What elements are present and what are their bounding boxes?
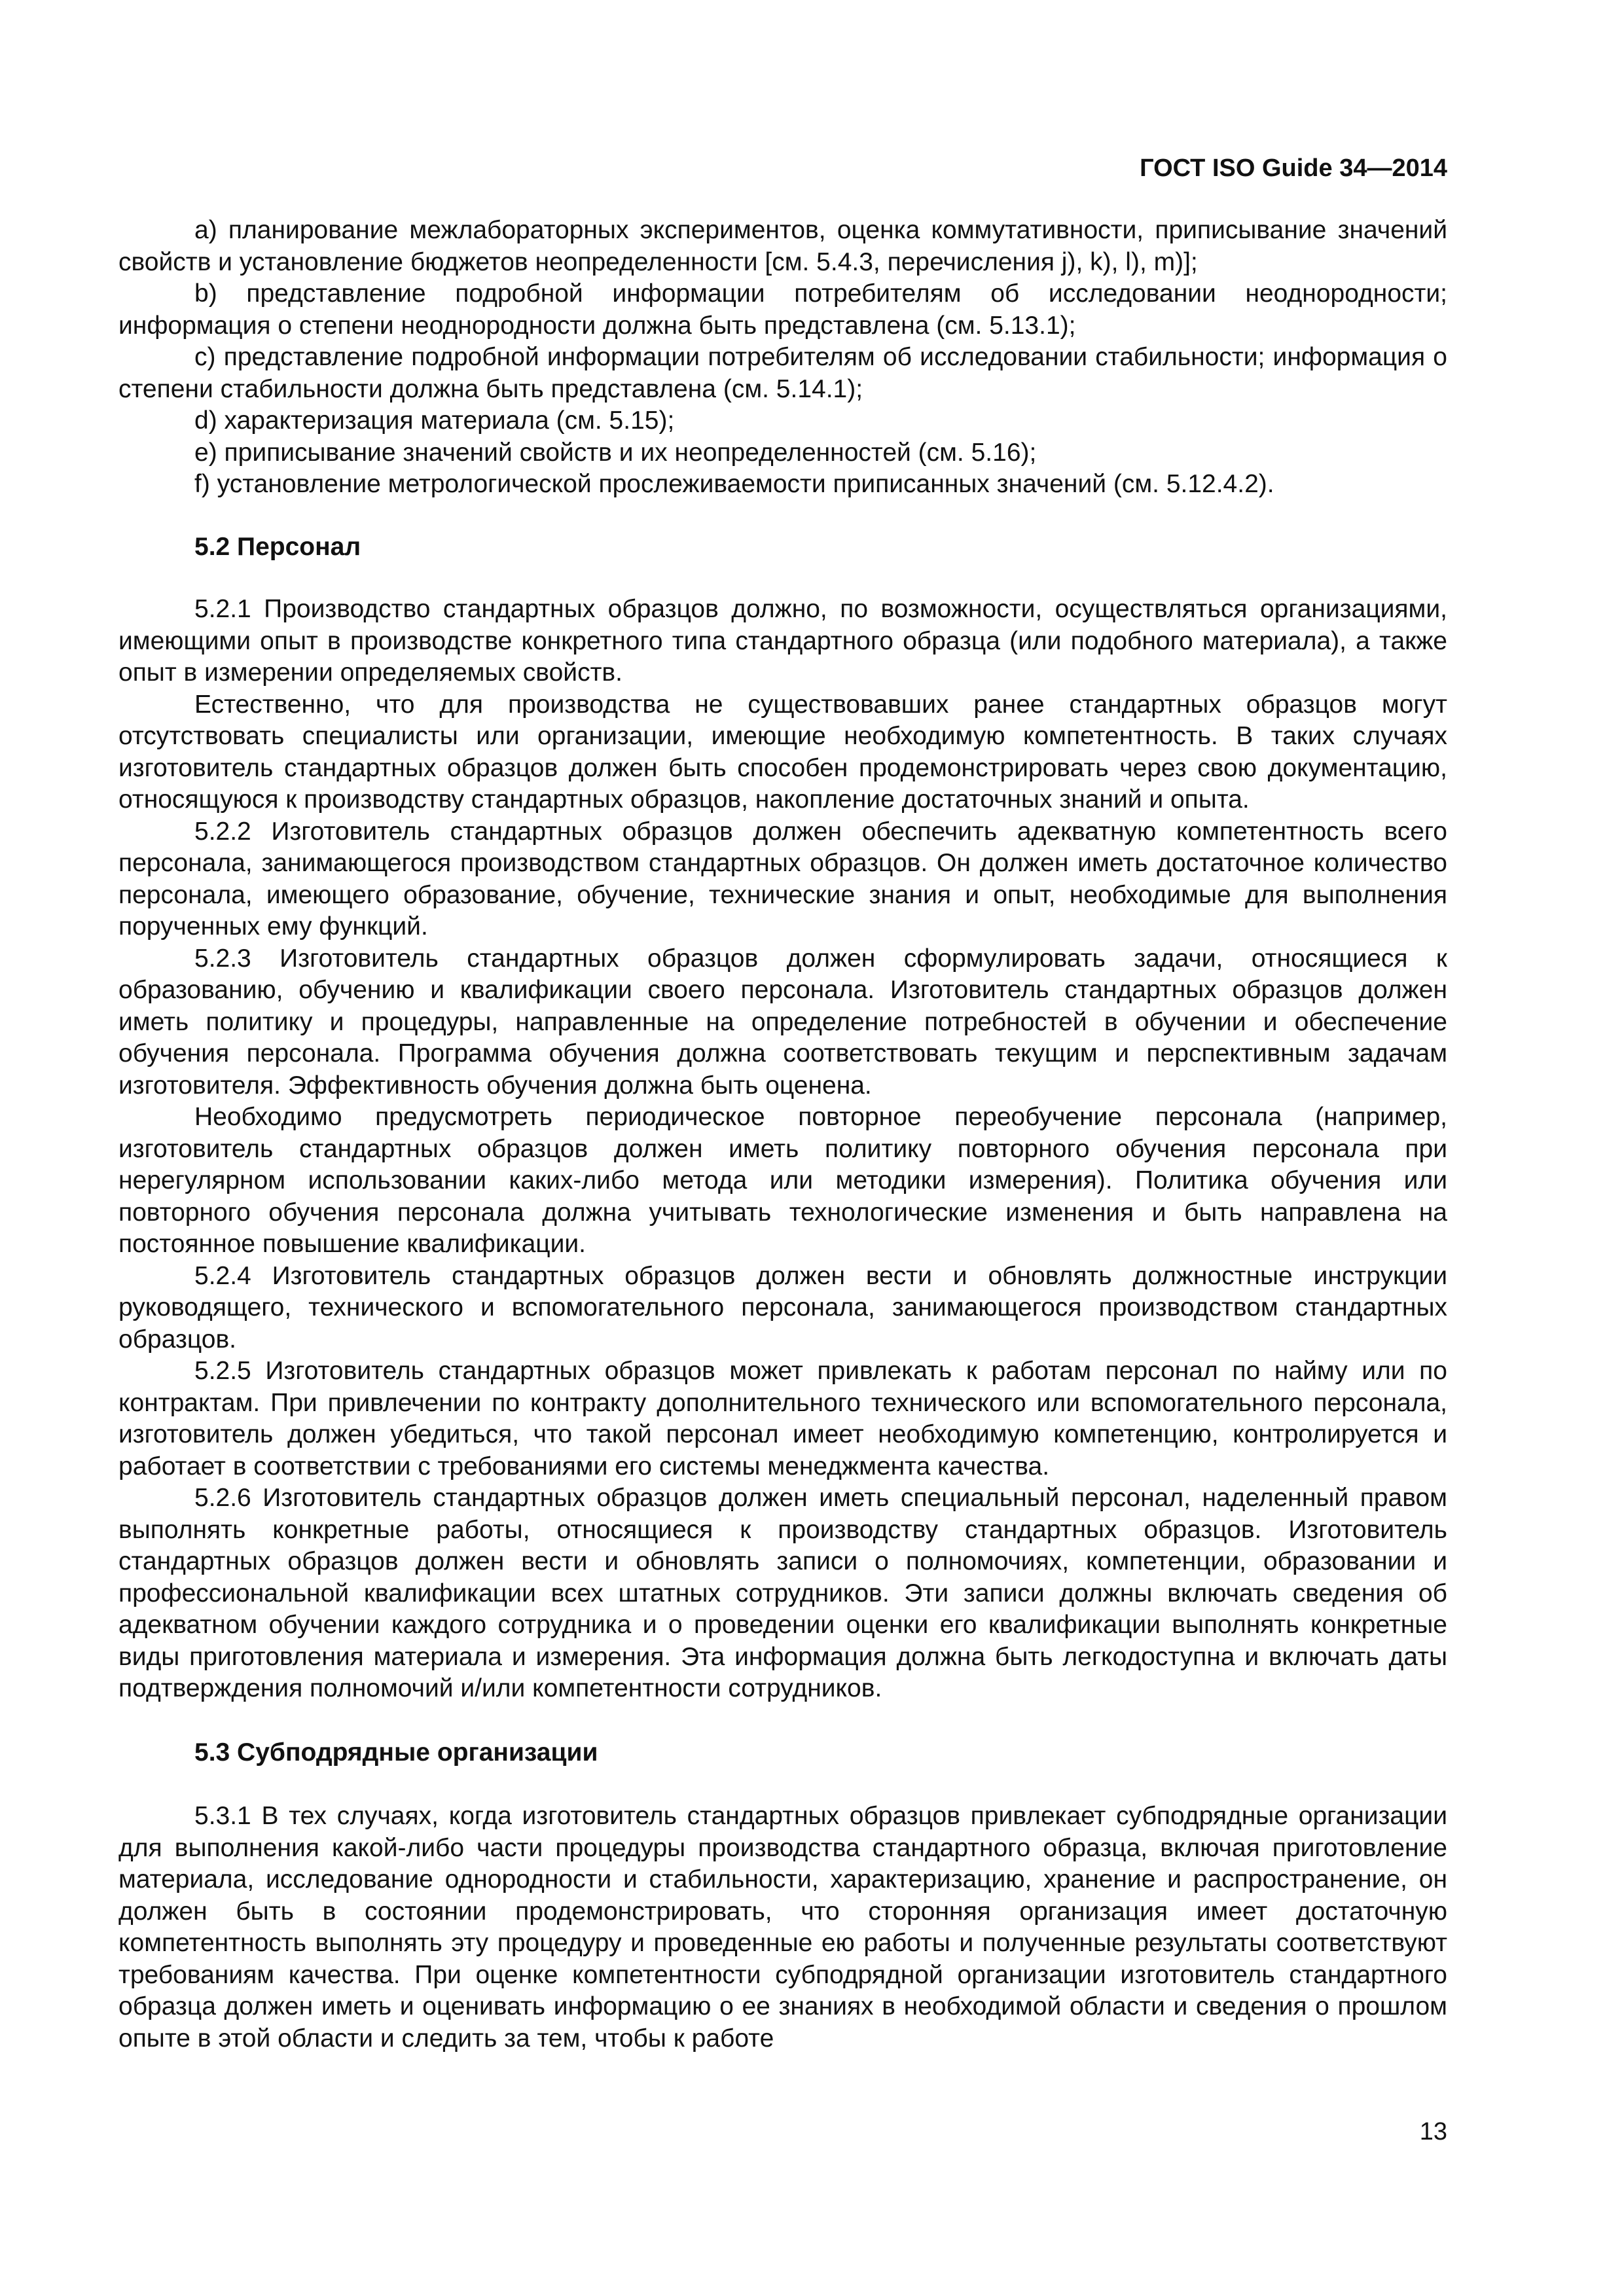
paragraph-5-3-1: 5.3.1 В тех случаях, когда изготовитель стандартных образцов привлекает субподрядные организации для выполнения какой-либо части процедуры производства стандартного образца, включая приготовление материала, исследование однородности и стабильности, характеризацию, хранение и распространение, он должен быть в состоянии продемонстрировать, что сторонняя организация имеет достаточную компетентность выполнять эту процедуру и проведенные ею работы и полученные результаты соответствуют требованиям качества. При оценке компетентности субподрядной организации изготовитель стандартного образца должен иметь и оценивать информацию о ее знаниях в необходимой области и сведения о прошлом опыте в этой области и следить за тем, чтобы к работе bbox=[118, 1802, 1447, 2053]
paragraph-5-2-5: 5.2.5 Изготовитель стандартных образцов может привлекать к работам персонал по найму или по контрактам. При привлечении по контракту дополнительного технического или вспомогательного персонала, изготовитель должен убедиться, что такой персонал имеет необходимую компетенцию, контролируется и работает в соответствии с требованиями его системы менеджмента качества. bbox=[118, 1357, 1447, 1480]
paragraph-5-2-1: 5.2.1 Производство стандартных образцов должно, по возможности, осуществляться организациями, имеющими опыт в производстве конкретного типа стандартного образца (или подобного материала), а также опыт в измерении определяемых свойств. bbox=[118, 595, 1447, 687]
document-body bbox=[118, 215, 1447, 2054]
list-item-f: f) установление метрологической прослеживаемости приписанных значений (см. 5.12.4.2). bbox=[194, 470, 1274, 498]
paragraph-5-2-6: 5.2.6 Изготовитель стандартных образцов должен иметь специальный персонал, наделенный правом выполнять конкретные работы, относящиеся к производству стандартных образцов. Изготовитель стандартных образцов должен вести и обновлять записи о полномочиях, компетенции, образовании и профессиональной квалификации всех штатных сотрудников. Эти записи должны включать сведения об адекватном обучении каждого сотрудника и о проведении оценки его квалификации выполнять конкретные виды приготовления материала и измерения. Эта информация должна быть легкодоступна и включать даты подтверждения полномочий и/или компетентности сотрудников. bbox=[118, 1484, 1447, 1702]
list-item-c: c) представление подробной информации потребителям об исследовании стабильности; информация о степени стабильности должна быть представлена (см. 5.14.1); bbox=[118, 343, 1447, 403]
list-item-a: а) планирование межлабораторных экспериментов, оценка коммутативности, приписывание значений свойств и установление бюджетов неопределенности [см. 5.4.3, перечисления j), k), l), m)]; bbox=[118, 216, 1447, 276]
paragraph-5-2-2: 5.2.2 Изготовитель стандартных образцов должен обеспечить адекватную компетентность всего персонала, занимающегося производством стандартных образцов. Он должен иметь достаточное количество персонала, имеющего образование, обучение, технические знания и опыт, необходимые для выполнения порученных ему функций. bbox=[118, 817, 1447, 941]
paragraph-5-2-3: 5.2.3 Изготовитель стандартных образцов должен сформулировать задачи, относящиеся к образованию, обучению и квалификации своего персонала. Изготовитель стандартных образцов должен иметь политику и процедуры, направленные на определение потребностей в обучении и обеспечение обучения персонала. Программа обучения должна соответствовать текущим и перспективным задачам изготовителя. Эффективность обучения должна быть оценена. bbox=[118, 944, 1447, 1100]
section-heading-personnel: 5.2 Персонал bbox=[194, 532, 361, 561]
paragraph-5-2-3-continued: Необходимо предусмотреть периодическое повторное переобучение персонала (например, изготовитель стандартных образцов должен иметь политику повторного обучения персонала при нерегулярном использовании каких-либо метода или методики измерения). Политика обучения или повторного обучения персонала должна учитывать технологические изменения и быть направлена на постоянное повышение квалификации. bbox=[118, 1103, 1447, 1258]
paragraph-5-2-1-continued: Естественно, что для производства не существовавших ранее стандартных образцов могут отсутствовать специалисты или организации, имеющие необходимую компетентность. В таких случаях изготовитель стандартных образцов должен быть способен продемонстрировать через свою документацию, относящуюся к производству стандартных образцов, накопление достаточных знаний и опыта. bbox=[118, 690, 1447, 814]
list-item-b: b) представление подробной информации потребителям об исследовании неоднородности; информация о степени неоднородности должна быть представлена (см. 5.13.1); bbox=[118, 279, 1447, 340]
section-heading-subcontractors: 5.3 Субподрядные организации bbox=[194, 1738, 598, 1767]
page-number: 13 bbox=[1419, 2118, 1447, 2145]
paragraph-5-2-4: 5.2.4 Изготовитель стандартных образцов должен вести и обновлять должностные инструкции руководящего, технического и вспомогательного персонала, занимающегося производством стандартных образцов. bbox=[118, 1261, 1447, 1354]
document-header: ГОСТ ISO Guide 34—2014 bbox=[1140, 154, 1447, 182]
list-item-e: e) приписывание значений свойств и их неопределенностей (см. 5.16); bbox=[194, 438, 1037, 467]
list-item-d: d) характеризация материала (см. 5.15); bbox=[194, 406, 675, 435]
